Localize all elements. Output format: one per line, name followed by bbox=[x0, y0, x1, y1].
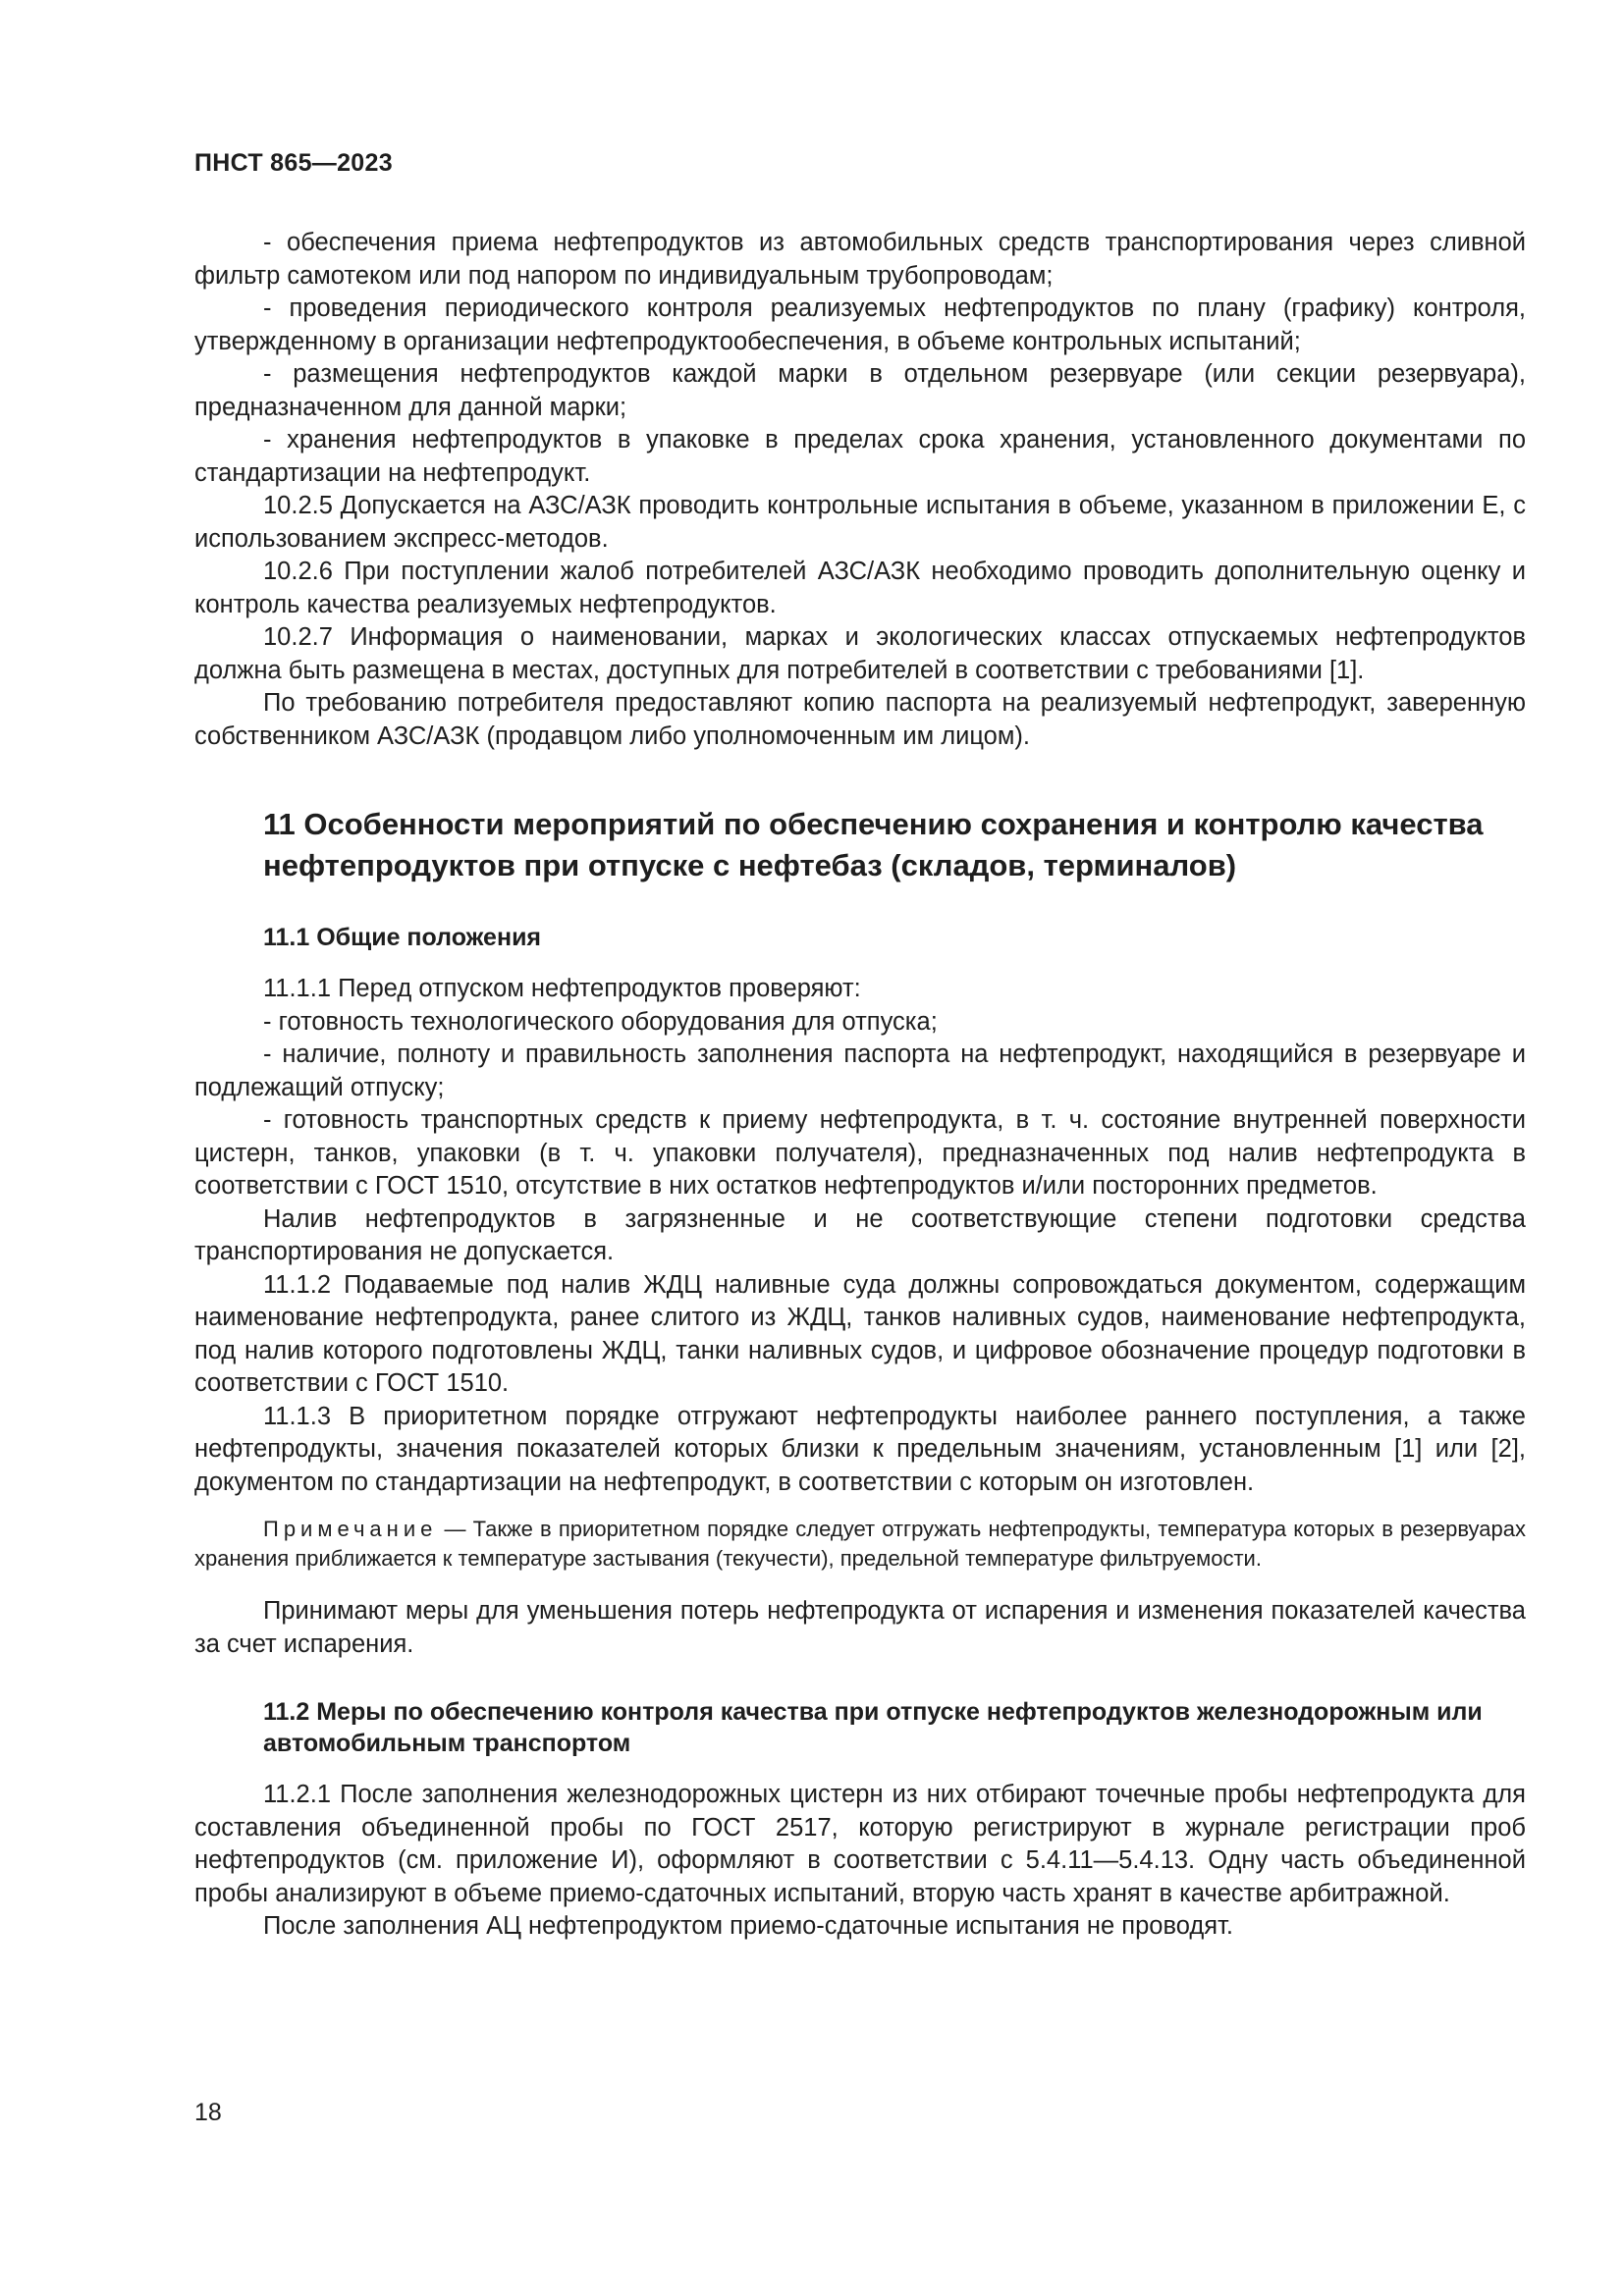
paragraph: - хранения нефтепродуктов в упаковке в пределах срока хранения, установленного документами по стандартизации на нефтепродукт. bbox=[194, 426, 1526, 487]
note-label: Примечание bbox=[263, 1517, 438, 1541]
paragraph: Налив нефтепродуктов в загрязненные и не соответствующие степени подготовки средства транспортирования не допускается. bbox=[194, 1204, 1526, 1265]
paragraph: 10.2.7 Информация о наименовании, марках и экологических классах отпускаемых нефтепродуктов должна быть размещена в местах, доступных для потребителей в соответствии с требованиями [1]. bbox=[194, 623, 1526, 684]
page-content bbox=[194, 224, 1526, 1944]
paragraph: - размещения нефтепродуктов каждой марки в отдельном резервуаре (или секции резервуара), предназначенном для данной марки; bbox=[194, 360, 1526, 421]
page-number: 18 bbox=[194, 2099, 222, 2126]
paragraph: 11.1.2 Подаваемые под налив ЖДЦ наливные суда должны сопровождаться документом, содержащим наименование нефтепродукта, ранее слитого из ЖДЦ, танков наливных судов, наименование нефтепродукта, под налив которого подготовлены ЖДЦ, танки наливных судов, и цифровое обозначение процедур подготовки в соответствии с ГОСТ 1510. bbox=[194, 1270, 1526, 1397]
paragraph: После заполнения АЦ нефтепродуктом приемо-сдаточные испытания не проводят. bbox=[263, 1912, 1233, 1940]
section-11-heading: 11 Особенности мероприятий по обеспечению сохранения и контролю качества нефтепродуктов при отпуске с нефтебаз (складов, терминалов) bbox=[263, 807, 1484, 882]
subsection-11-1-body bbox=[194, 973, 1526, 1499]
note-block bbox=[194, 1515, 1526, 1574]
note-text: — Также в приоритетном порядке следует отгружать нефтепродукты, температура которых в резервуарах хранения приближается к температуре застывания (текучести), предельной температуре фильтруемости. bbox=[194, 1517, 1526, 1571]
subsection-11-1-heading: 11.1 Общие положения bbox=[263, 924, 542, 951]
paragraph: 11.1.3 В приоритетном порядке отгружают нефтепродукты наиболее раннего поступления, а также нефтепродукты, значения показателей которых близки к предельным значениям, установленным [1] или [2], документом по стандартизации на нефтепродукт, в соответствии с которым он изготовлен. bbox=[194, 1402, 1526, 1496]
paragraph: 10.2.6 При поступлении жалоб потребителей АЗС/АЗК необходимо проводить дополнительную оценку и контроль качества реализуемых нефтепродуктов. bbox=[194, 558, 1526, 618]
paragraph: 11.2.1 После заполнения железнодорожных цистерн из них отбирают точечные пробы нефтепродукта для составления объединенной пробы по ГОСТ 2517, которую регистрируют в журнале регистрации проб нефтепродуктов (см. приложение И), оформляют в соответствии с 5.4.11—5.4.13. Одну часть объединенной пробы анализируют в объеме приемо-сдаточных испытаний, вторую часть хранят в качестве арбитражной. bbox=[194, 1781, 1526, 1907]
section-10-continuation bbox=[194, 227, 1526, 753]
paragraph: 11.1.1 Перед отпуском нефтепродуктов проверяют: bbox=[263, 975, 861, 1002]
paragraph: Принимают меры для уменьшения потерь нефтепродукта от испарения и изменения показателей качества за счет испарения. bbox=[194, 1597, 1526, 1658]
paragraph: - обеспечения приема нефтепродуктов из автомобильных средств транспортирования через сливной фильтр самотеком или под напором по индивидуальным трубопроводам; bbox=[194, 229, 1526, 290]
paragraph: - готовность транспортных средств к приему нефтепродукта, в т. ч. состояние внутренней поверхности цистерн, танков, упаковки (в т. ч. упаковки получателя), предназначенных под налив нефтепродукта в соответствии с ГОСТ 1510, отсутствие в них остатков нефтепродуктов и/или посторонних предметов. bbox=[194, 1106, 1526, 1200]
paragraph: По требованию потребителя предоставляют копию паспорта на реализуемый нефтепродукт, заверенную собственником АЗС/АЗК (продавцом либо уполномоченным им лицом). bbox=[194, 689, 1526, 750]
paragraph: - готовность технологического оборудования для отпуска; bbox=[263, 1007, 938, 1036]
paragraph: - проведения периодического контроля реализуемых нефтепродуктов по плану (графику) контроля, утвержденному в организации нефтепродуктообеспечения, в объеме контрольных испытаний; bbox=[194, 294, 1526, 355]
paragraph: 10.2.5 Допускается на АЗС/АЗК проводить контрольные испытания в объеме, указанном в приложении Е, с использованием экспресс-методов. bbox=[194, 492, 1526, 553]
subsection-11-2-body bbox=[194, 1779, 1526, 1944]
document-code: ПНСТ 865—2023 bbox=[194, 149, 393, 177]
paragraph: - наличие, полноту и правильность заполнения паспорта на нефтепродукт, находящийся в резервуаре и подлежащий отпуску; bbox=[194, 1041, 1526, 1101]
subsection-11-2-heading: 11.2 Меры по обеспечению контроля качества при отпуске нефтепродуктов железнодорожным или автомобильным транспортом bbox=[263, 1698, 1483, 1757]
